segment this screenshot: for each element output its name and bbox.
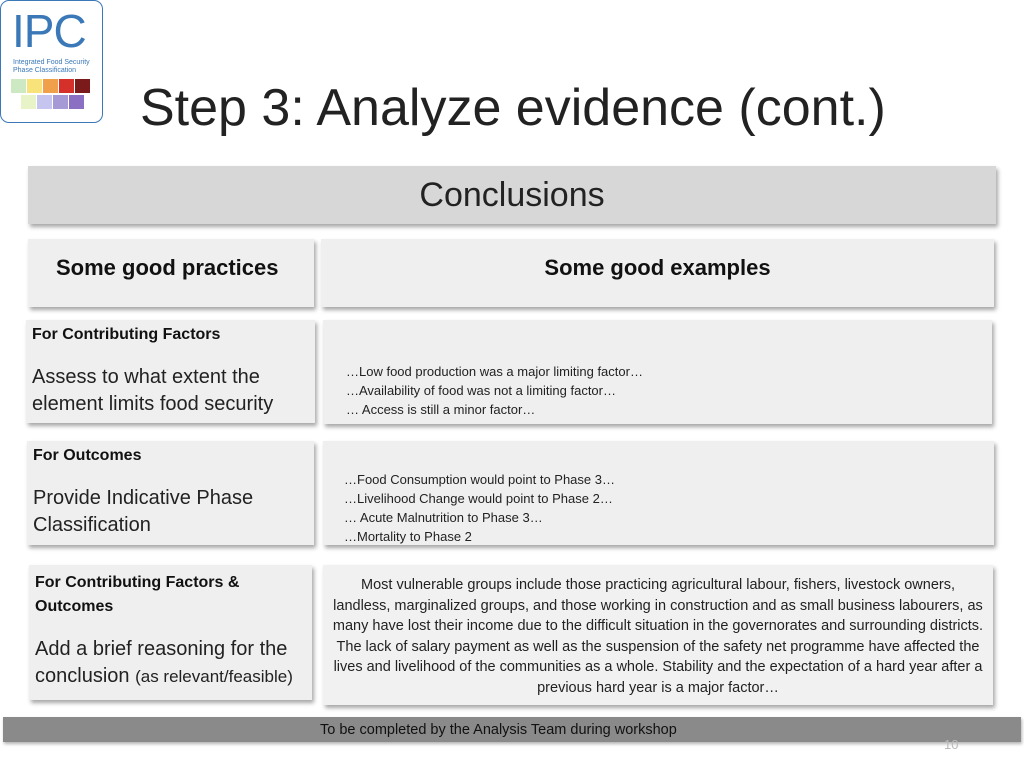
example-line: …Low food production was a major limiting factor… bbox=[346, 364, 643, 379]
example-paragraph: Most vulnerable groups include those practicing agricultural labour, fishers, livestock owners, landless, marginalized groups, and those working in construction and as small business labourers, as many have lost their income due to the difficult situation in the governorates and surrounding districts. The lack of salary payment as well as the suspension of the safety net programme have affected the lives and livelihood of the communities as a whole. Stability and the expectation of a hard year after a previous hard year is a major factor… bbox=[332, 577, 984, 696]
practice-box-outcomes bbox=[27, 441, 314, 545]
logo-swatch bbox=[11, 79, 26, 93]
example-box-contributing-factors bbox=[323, 320, 992, 424]
example-box-factors-and-outcomes bbox=[323, 565, 993, 705]
example-box-outcomes bbox=[323, 441, 994, 545]
conclusions-header: Conclusions bbox=[28, 166, 996, 224]
logo-text: IPC bbox=[12, 5, 86, 57]
practice-description-conclusion: conclusion bbox=[35, 665, 130, 687]
practice-description-line1: Add a brief reasoning for the bbox=[35, 638, 288, 660]
practice-description: Provide Indicative Phase Classification bbox=[33, 487, 254, 536]
logo-swatch bbox=[21, 95, 36, 109]
example-line: …Livelihood Change would point to Phase 2… bbox=[344, 491, 613, 506]
example-line: …Food Consumption would point to Phase 3… bbox=[344, 472, 615, 487]
logo-subtitle-line1: Integrated Food Security bbox=[13, 59, 90, 66]
logo-subtitle bbox=[13, 59, 90, 75]
practice-description: Assess to what extent the element limits food security bbox=[32, 366, 274, 415]
example-line: …Mortality to Phase 2 bbox=[344, 529, 472, 544]
example-line: …Availability of food was not a limiting factor… bbox=[346, 383, 616, 398]
logo-swatch bbox=[37, 95, 52, 109]
logo-swatch bbox=[53, 95, 68, 109]
logo-swatch bbox=[69, 95, 84, 109]
page-number: 10 bbox=[944, 737, 959, 752]
good-practices-header bbox=[28, 239, 314, 307]
example-line: … Acute Malnutrition to Phase 3… bbox=[344, 510, 543, 525]
footer-note: To be completed by the Analysis Team during workshop bbox=[320, 722, 677, 738]
logo-swatch bbox=[43, 79, 58, 93]
slide-title: Step 3: Analyze evidence (cont.) bbox=[140, 79, 886, 137]
practice-description-line2 bbox=[35, 663, 293, 690]
practice-box-contributing-factors bbox=[26, 320, 315, 423]
practice-label: For Outcomes bbox=[33, 447, 142, 464]
good-practices-label: Some good practices bbox=[56, 255, 279, 280]
practice-description-note: (as relevant/feasible) bbox=[135, 667, 293, 686]
logo-subtitle-line2: Phase Classification bbox=[13, 67, 77, 74]
practice-label-line1: For Contributing Factors & bbox=[35, 574, 240, 591]
practice-box-factors-and-outcomes bbox=[29, 565, 312, 700]
example-line: … Access is still a minor factor… bbox=[346, 402, 536, 417]
logo-swatch bbox=[27, 79, 42, 93]
good-examples-header bbox=[321, 239, 994, 307]
logo-swatch bbox=[59, 79, 74, 93]
logo-swatch bbox=[75, 79, 90, 93]
practice-label-line2: Outcomes bbox=[35, 598, 114, 615]
good-examples-label: Some good examples bbox=[544, 255, 771, 280]
practice-label: For Contributing Factors bbox=[32, 326, 221, 343]
ipc-logo bbox=[0, 0, 103, 123]
